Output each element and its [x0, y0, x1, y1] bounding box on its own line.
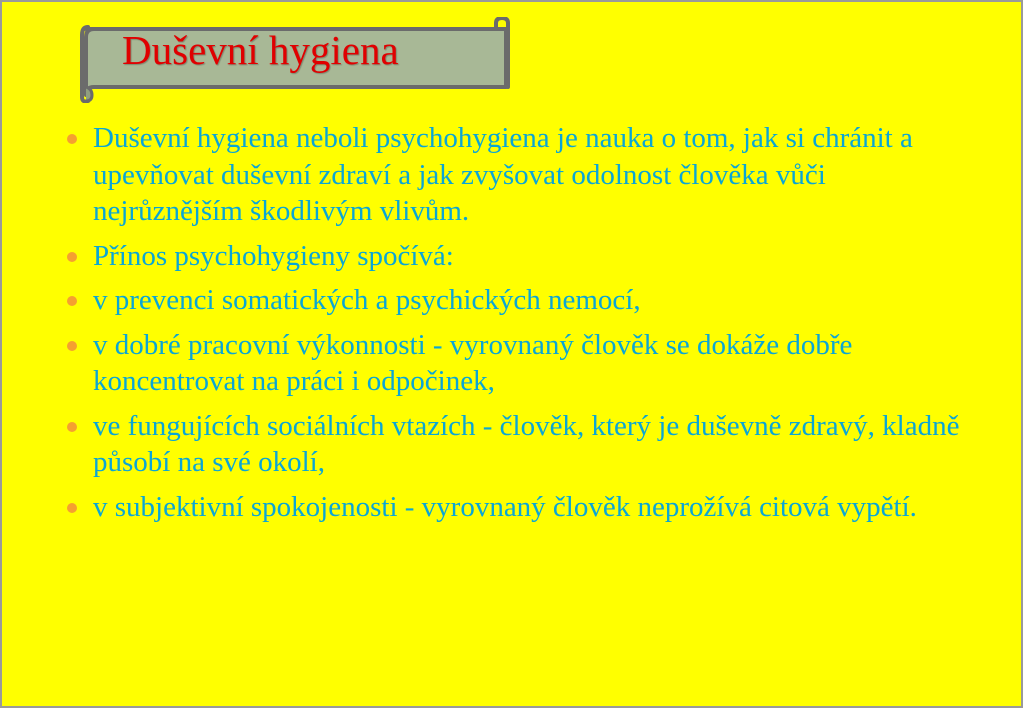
list-item-text: v subjektivní spokojenosti - vyrovnaný člověk neprožívá citová vypětí. [93, 490, 917, 523]
list-item [64, 238, 964, 275]
page-title: Duševní hygiena [122, 27, 399, 73]
bullet-dot-icon [67, 341, 77, 351]
list-item-text: Duševní hygiena neboli psychohygiena je nauka o tom, jak si chránit a upevňovat duševní zdraví a jak zvyšovat odolnost člověka vůči nejrůznějším škodlivým vlivům. [93, 122, 913, 227]
list-item [64, 282, 964, 319]
bullet-list [64, 120, 964, 533]
list-item-text: ve fungujících sociálních vtazích - člověk, který je duševně zdravý, kladně působí na své okolí, [93, 409, 960, 478]
list-item [64, 327, 964, 400]
bullet-dot-icon [67, 252, 77, 262]
list-item-text: Přínos psychohygieny spočívá: [93, 239, 454, 272]
list-item-text: v prevenci somatických a psychických nemocí, [93, 284, 641, 316]
list-item [64, 120, 964, 230]
bullet-dot-icon [67, 296, 77, 306]
bullet-dot-icon [67, 422, 77, 432]
bullet-dot-icon [67, 134, 77, 144]
list-item-text: v dobré pracovní výkonnosti - vyrovnaný člověk se dokáže dobře koncentrovat na práci i odpočinek, [93, 328, 853, 397]
list-item [64, 408, 964, 481]
bullet-dot-icon [67, 503, 77, 513]
list-item [64, 489, 964, 526]
